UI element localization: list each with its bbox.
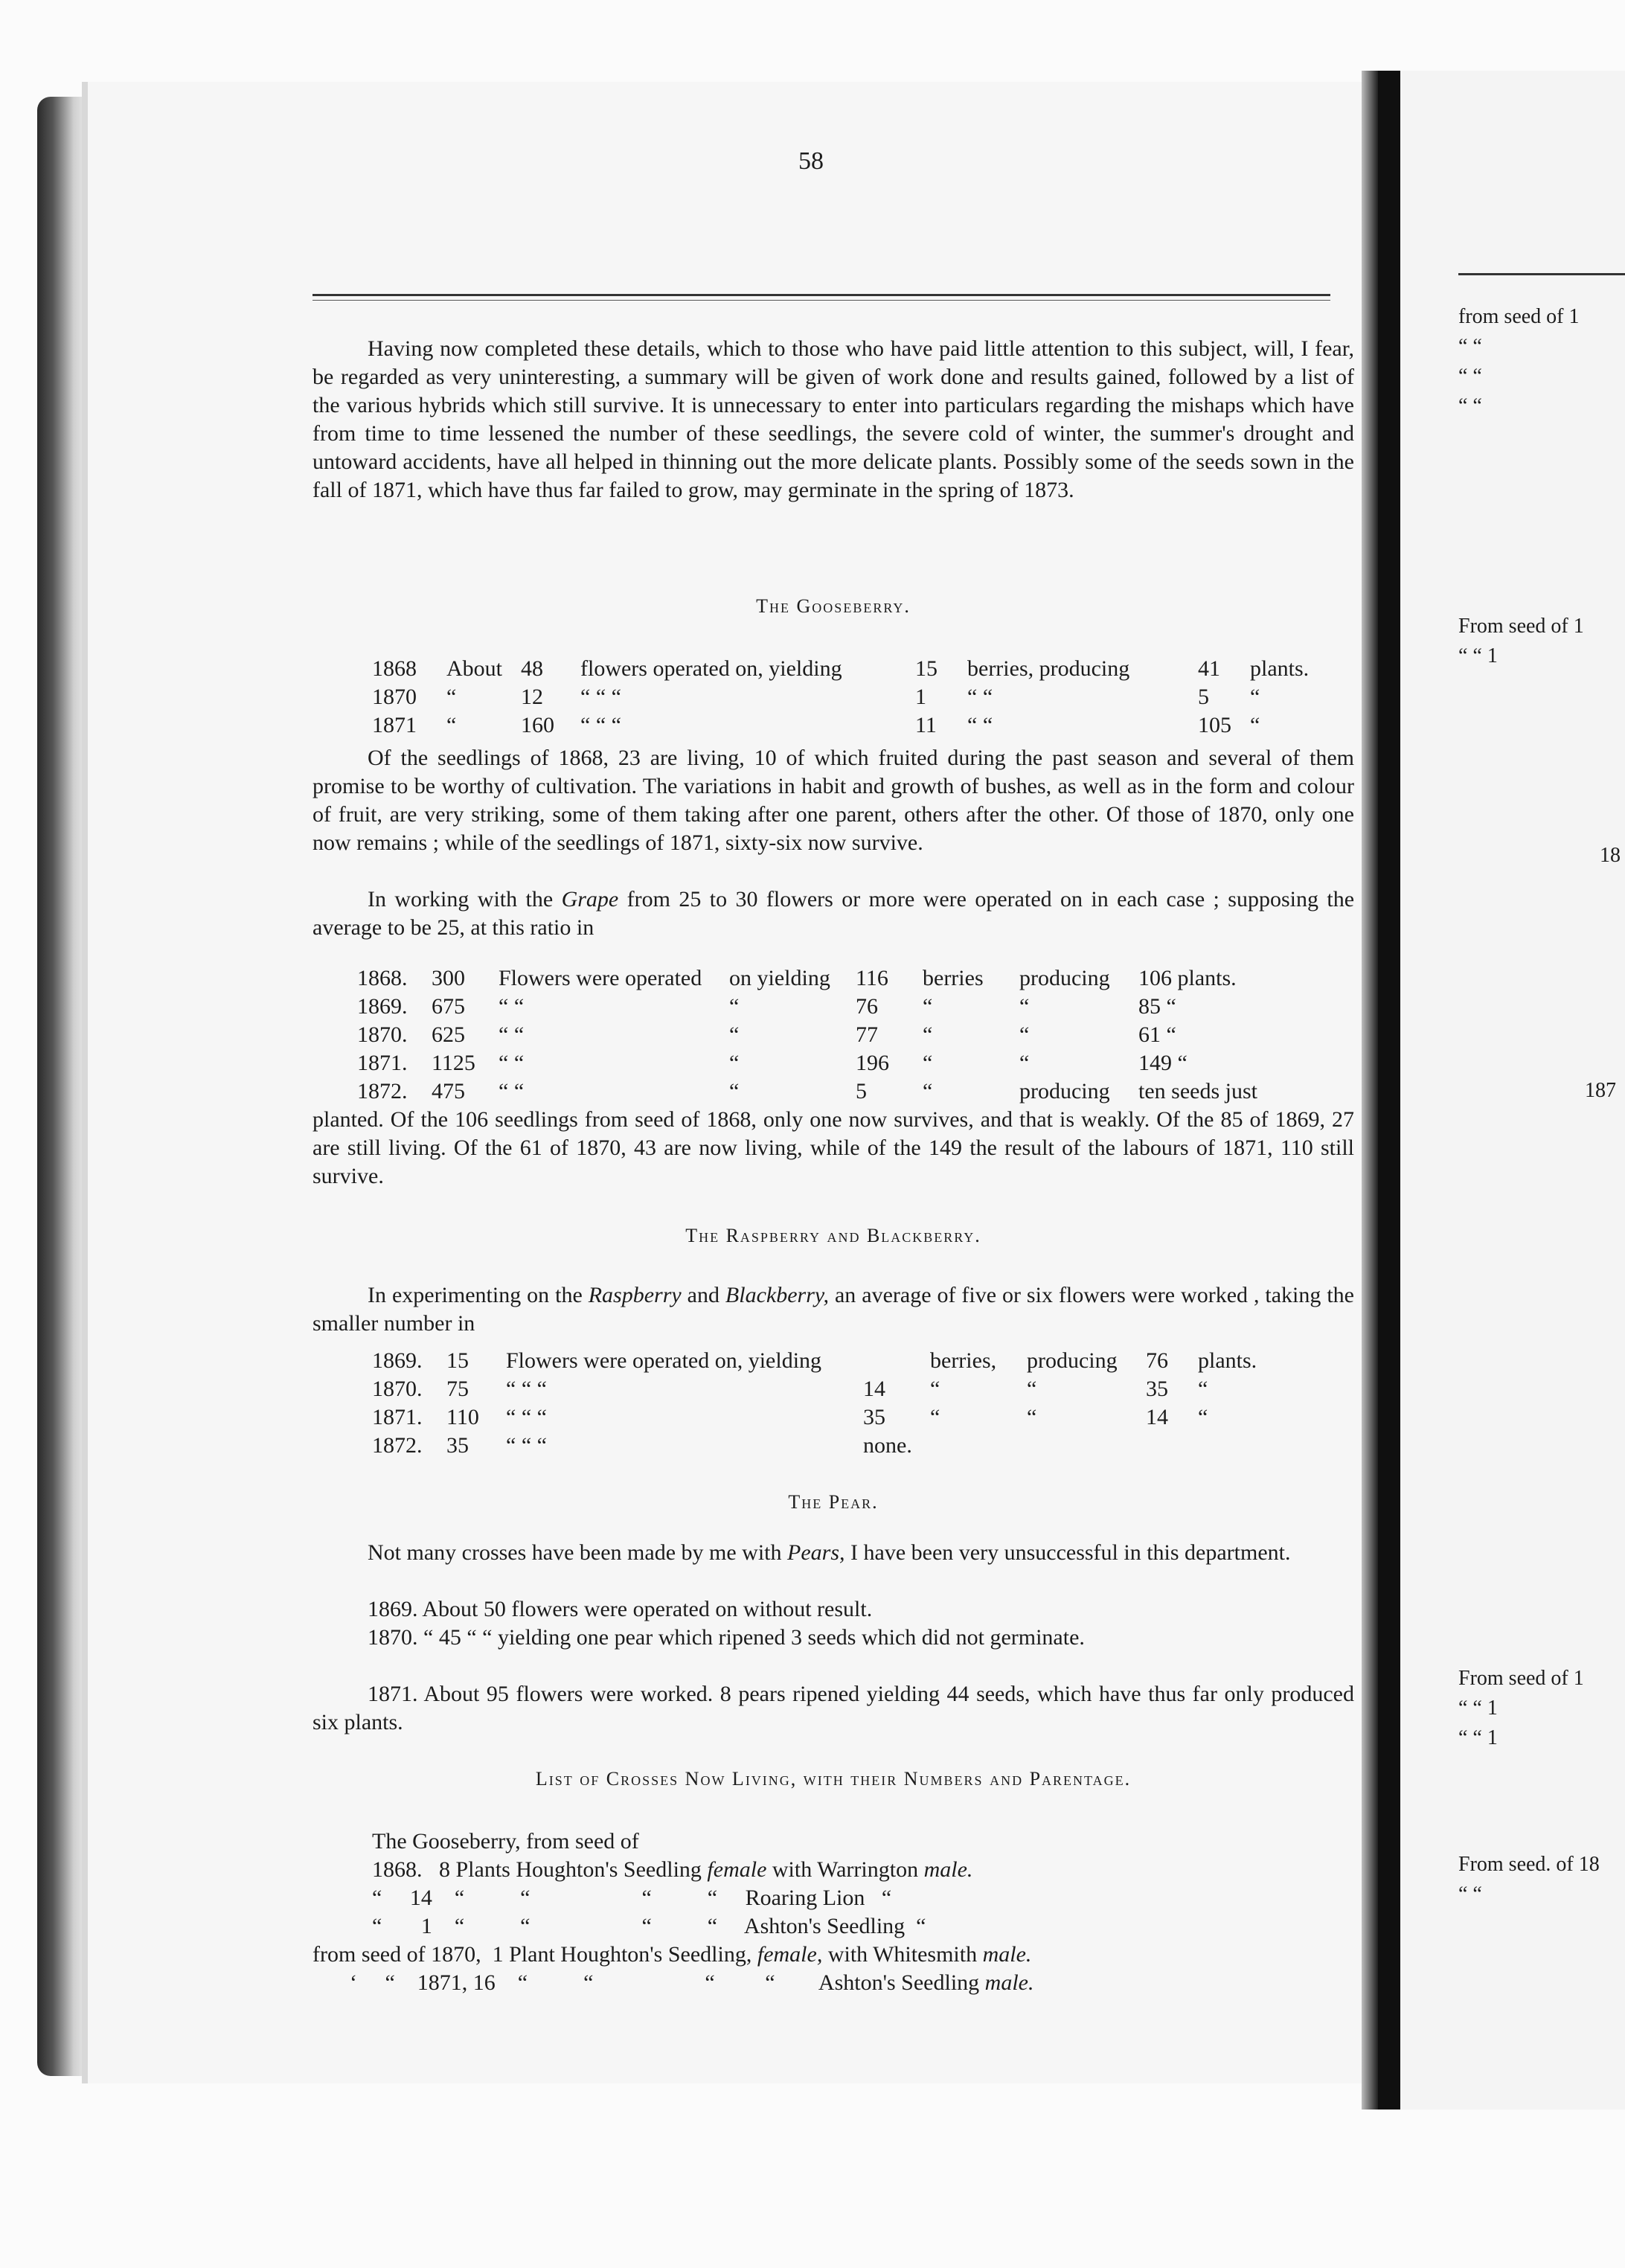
table-cell: “ (930, 1405, 940, 1429)
table-row (372, 711, 1347, 740)
table-cell: 77 (856, 1022, 878, 1047)
table-cell: 35 (1146, 1377, 1168, 1401)
table-cell: “ “ (499, 1051, 525, 1075)
table-cell: “ (1027, 1377, 1037, 1401)
grape-intro-before: In working with the (368, 887, 562, 912)
right-page-line: From seed. of 18 (1458, 1853, 1600, 1876)
table-cell: 1870. (357, 1022, 408, 1047)
pear-para-after: I have been very unsuccessful in this department. (844, 1540, 1291, 1565)
table-cell: “ (923, 1079, 933, 1103)
right-page-line: 18 (1600, 844, 1621, 867)
right-page-line: “ “ 1 (1458, 1726, 1498, 1749)
table-cell: “ “ “ (506, 1433, 547, 1458)
table-cell: “ (446, 685, 457, 709)
crosses-line-5-pre: ‘ “ 1871, 16 “ “ “ “ Ashton's Seedling (350, 1970, 985, 1995)
table-cell: 1872. (372, 1433, 423, 1458)
table-cell: ten seeds just (1138, 1079, 1257, 1103)
grape-table (357, 964, 1317, 1106)
table-cell: 1868. (357, 966, 408, 990)
right-page-rule (1458, 273, 1625, 275)
table-cell: 1871. (372, 1405, 423, 1429)
crosses-line-1 (372, 1856, 1414, 1884)
table-cell (1198, 1432, 1287, 1460)
right-page-line: 187 (1585, 1079, 1616, 1102)
table-cell: 160 (521, 713, 554, 737)
table-cell: About (446, 656, 502, 681)
gooseberry-table (372, 655, 1347, 740)
intro-paragraph: Having now completed these details, which to those who have paid little attention to this subject, will, I fear, be regarded as very uninteresting, a summary will be given of work done and results gained, followed by a list of the various hybrids which still survive. It is unnecessary to enter into particulars regarding the mishaps which have from time to time lessened the number of these seedlings, the severe cold of winter, the summer's drought and untoward accidents, have all helped in thinning out the more delicate plants. Possibly some of the seeds sown in the fall of 1871, which have thus far failed to grow, may germinate in the spring of 1873. (312, 336, 1354, 502)
table-cell: “ (1198, 1405, 1208, 1429)
pear-1871-line: 1871. About 95 flowers were worked. 8 pears ripened yielding 44 seeds, which have thus far only produced six plants. (312, 1682, 1354, 1734)
table-cell: “ “ “ (580, 685, 621, 709)
page-gutter-shadow (1362, 71, 1378, 2110)
table-cell: 48 (521, 656, 543, 681)
table-cell: “ (1019, 1022, 1030, 1047)
right-page-line: “ “ (1458, 335, 1482, 358)
header-rule-thin (312, 300, 1330, 301)
table-cell: producing (1019, 1079, 1110, 1103)
table-cell: 475 (432, 1079, 465, 1103)
table-cell: “ “ (967, 685, 993, 709)
table-cell: 14 (863, 1377, 885, 1401)
table-cell: “ (1250, 685, 1260, 709)
pear-1870-line: 1870. “ 45 “ “ yielding one pear which ripened 3 seeds which did not germinate. (368, 1625, 1085, 1650)
table-cell: “ (1250, 713, 1260, 737)
table-cell: 35 (446, 1433, 469, 1458)
table-cell: “ (923, 994, 933, 1019)
table-row (372, 1347, 1287, 1375)
table-row (372, 683, 1347, 711)
crosses-line-3: “ 1 “ “ “ “ Ashton's Seedling “ (372, 1914, 926, 1938)
table-cell: “ (729, 1051, 740, 1075)
table-cell: 41 (1198, 656, 1220, 681)
crosses-line-5 (350, 1969, 1391, 1997)
table-cell: “ (729, 1079, 740, 1103)
crosses-line-1-male: male. (923, 1857, 973, 1882)
section-heading-raspberry: The Raspberry and Blackberry. (685, 1225, 981, 1246)
table-cell: 15 (915, 656, 938, 681)
table-row (357, 993, 1317, 1021)
table-cell (930, 1432, 1027, 1460)
table-cell: 1872. (357, 1079, 408, 1103)
table-cell: “ (1027, 1405, 1037, 1429)
table-row (372, 655, 1347, 683)
table-row (357, 1049, 1317, 1077)
table-cell: “ (923, 1051, 933, 1075)
raspberry-para-before: In experimenting on the (368, 1283, 589, 1307)
table-cell: 61 “ (1138, 1022, 1176, 1047)
table-cell (1146, 1432, 1198, 1460)
right-page-line: From seed of 1 (1458, 1667, 1584, 1690)
table-cell (1027, 1432, 1146, 1460)
right-page-line: From seed of 1 (1458, 615, 1584, 638)
table-cell: 1871 (372, 713, 417, 737)
crosses-line-4-mid: with Whitesmith (822, 1942, 983, 1967)
table-cell: 1868 (372, 656, 417, 681)
table-cell: Flowers were operated (499, 966, 702, 990)
grape-intro-after: from 25 to 30 flowers or more were operated on in each case ; supposing the average to be 25, at this ratio in (312, 887, 1355, 940)
page-number: 58 (798, 147, 824, 175)
table-cell: “ “ (499, 1022, 525, 1047)
table-row (357, 1077, 1317, 1106)
table-cell: 76 (856, 994, 878, 1019)
crosses-line-4-female: female, (757, 1942, 823, 1967)
table-cell: flowers operated on, yielding (580, 656, 842, 681)
pears-italic: Pears, (787, 1540, 845, 1565)
grape-italic: Grape (561, 887, 619, 912)
table-cell: “ “ (499, 994, 525, 1019)
raspberry-paragraph (312, 1281, 1354, 1338)
table-cell: 75 (446, 1377, 469, 1401)
table-cell: 1869. (372, 1348, 423, 1373)
crosses-intro: The Gooseberry, from seed of (372, 1829, 639, 1854)
table-cell: Flowers were operated on, yielding (506, 1348, 822, 1373)
raspberry-para-after: an average of five or six flowers were worked , taking the smaller number in (312, 1283, 1354, 1336)
table-cell: “ “ (967, 713, 993, 737)
table-cell: “ “ (499, 1079, 525, 1103)
table-cell: “ (1198, 1377, 1208, 1401)
section-heading-gooseberry: The Gooseberry. (756, 595, 911, 617)
table-cell: 1870. (372, 1377, 423, 1401)
table-cell: 1870 (372, 685, 417, 709)
table-cell: 149 “ (1138, 1051, 1188, 1075)
table-cell: producing (1019, 966, 1110, 990)
raspberry-italic: Raspberry (588, 1283, 682, 1307)
blackberry-italic: Blackberry, (725, 1283, 830, 1307)
table-cell: 5 (856, 1079, 867, 1103)
table-row (372, 1375, 1287, 1403)
section-heading-crosses: List of Crosses Now Living, with their Numbers and Parentage. (535, 1768, 1132, 1790)
table-cell: “ (1019, 994, 1030, 1019)
crosses-line-1-female: female (707, 1857, 767, 1882)
crosses-line-2: “ 14 “ “ “ “ Roaring Lion “ (372, 1886, 892, 1910)
pear-para-before: Not many crosses have been made by me with (368, 1540, 788, 1565)
right-page-line: “ “ 1 (1458, 1697, 1498, 1720)
right-page-line: “ “ 1 (1458, 644, 1498, 667)
right-page-line: “ “ (1458, 1883, 1482, 1906)
table-cell: on yielding (729, 966, 830, 990)
table-cell: 14 (1146, 1405, 1168, 1429)
table-cell: 625 (432, 1022, 465, 1047)
table-cell: 106 plants. (1138, 966, 1237, 990)
table-cell: 1869. (357, 994, 408, 1019)
table-cell: “ (446, 713, 457, 737)
table-cell: 15 (446, 1348, 469, 1373)
table-cell: berries (923, 966, 984, 990)
pear-paragraph (312, 1539, 1354, 1567)
crosses-line-5-male: male. (984, 1970, 1034, 1995)
table-cell (863, 1347, 930, 1375)
table-cell: 300 (432, 966, 465, 990)
table-cell: berries, producing (967, 656, 1130, 681)
table-cell: 1871. (357, 1051, 408, 1075)
table-cell: 11 (915, 713, 937, 737)
table-cell: 675 (432, 994, 465, 1019)
table-cell: 1 (915, 685, 926, 709)
table-cell: producing (1027, 1348, 1118, 1373)
table-cell: plants. (1198, 1348, 1257, 1373)
pear-1869-line: 1869. About 50 flowers were operated on without result. (368, 1597, 873, 1621)
right-page-line: “ “ (1458, 394, 1482, 417)
raspberry-table (372, 1347, 1287, 1460)
table-cell: “ “ “ (580, 713, 621, 737)
table-cell: 1125 (432, 1051, 475, 1075)
table-cell: 116 (856, 966, 888, 990)
gooseberry-paragraph: Of the seedlings of 1868, 23 are living, 10 of which fruited during the past season and several of them promise to be worthy of cultivation. The variations in habit and growth of bushes, as well as in the form and colour of fruit, are very striking, some of them taking after one parent, others after the other. Of those of 1870, only one now remains ; while of the seedlings of 1871, sixty-six now survive. (312, 746, 1354, 855)
table-cell: 85 “ (1138, 994, 1176, 1019)
table-cell: 110 (446, 1405, 479, 1429)
table-cell: 12 (521, 685, 543, 709)
table-cell: “ (1019, 1051, 1030, 1075)
table-row (357, 1021, 1317, 1049)
table-cell: “ (729, 1022, 740, 1047)
table-cell: 5 (1198, 685, 1209, 709)
table-cell: “ (930, 1377, 940, 1401)
table-row (357, 964, 1317, 993)
table-cell: 196 (856, 1051, 889, 1075)
table-cell: none. (863, 1433, 912, 1458)
table-cell: “ (923, 1022, 933, 1047)
section-heading-pear: The Pear. (788, 1491, 879, 1513)
table-cell: 76 (1146, 1348, 1168, 1373)
crosses-line-1-mid: with Warrington (766, 1857, 924, 1882)
book-spine (1378, 71, 1400, 2110)
crosses-line-4-pre: from seed of 1870, 1 Plant Houghton's Seedling, (312, 1942, 757, 1967)
right-page-line: “ “ (1458, 365, 1482, 388)
header-rule (312, 294, 1330, 296)
table-cell: 35 (863, 1405, 885, 1429)
grape-intro-paragraph (312, 885, 1354, 942)
table-cell: berries, (930, 1348, 997, 1373)
table-cell: “ “ “ (506, 1405, 547, 1429)
table-cell: 105 (1198, 713, 1231, 737)
table-cell: plants. (1250, 656, 1310, 681)
grape-paragraph: planted. Of the 106 seedlings from seed of 1868, only one now survives, and that is weakly. Of the 85 of 1869, 27 are still living. Of the 61 of 1870, 43 are now living, while of the 149 the result of the labours of 1871, 110 still survive. (312, 1107, 1354, 1188)
table-cell: “ (729, 994, 740, 1019)
table-cell: “ “ “ (506, 1377, 547, 1401)
raspberry-para-mid: and (681, 1283, 725, 1307)
crosses-line-4 (312, 1941, 1354, 1969)
crosses-line-4-male: male. (982, 1942, 1032, 1967)
right-page-line: from seed of 1 (1458, 305, 1580, 328)
table-row (372, 1403, 1287, 1432)
crosses-line-1-pre: 1868. 8 Plants Houghton's Seedling (372, 1857, 708, 1882)
table-row (372, 1432, 1287, 1460)
